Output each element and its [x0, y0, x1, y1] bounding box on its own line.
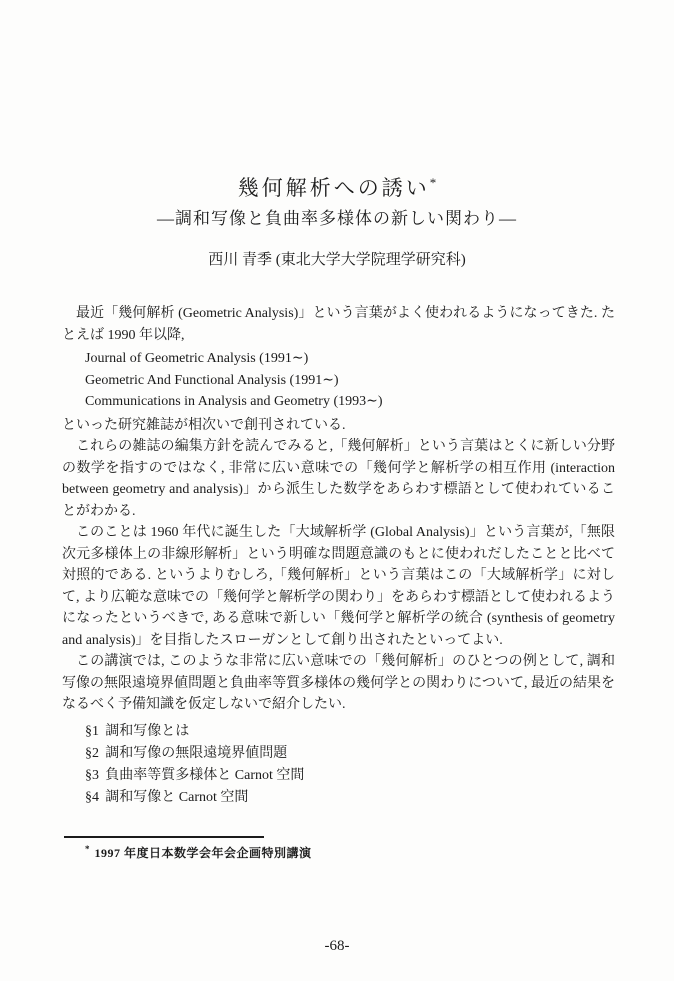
- section-title: 負曲率等質多様体と Carnot 空間: [105, 767, 305, 783]
- section-title: 調和写像と Carnot 空間: [105, 789, 249, 805]
- section-number: §4: [85, 789, 99, 805]
- page-title: [0, 172, 674, 202]
- paragraph-journals-continuation: といった研究雑誌が相次いで創刊されている.: [62, 417, 346, 433]
- footnote: [85, 844, 312, 861]
- section-title: 調和写像の無限遠境界値問題: [105, 745, 288, 761]
- section-item-3: [85, 765, 615, 787]
- section-item-2: [85, 743, 615, 765]
- author-line: 西川 青季 (東北大学大学院理学研究科): [208, 252, 466, 268]
- journal-item: Journal of Geometric Analysis (1991∼): [85, 351, 309, 366]
- paragraph-lecture-overview: この講演では, このような非常に広い意味での「幾何解析」のひとつの例として, 調和写像の無限遠境界値問題と負曲率等質多様体の幾何学との関わりについて, 最近の結果をなるべく予備知識を仮定しないで紹介したい.: [62, 654, 615, 712]
- title-text: 幾何解析への誘い: [237, 176, 430, 200]
- journal-item: Geometric And Functional Analysis (1991∼): [85, 372, 339, 388]
- title-footnote-marker: *: [429, 175, 437, 190]
- paragraph-intro: 最近「幾何解析 (Geometric Analysis)」という言葉がよく使われるようになってきた. たとえば 1990 年以降,: [62, 306, 615, 343]
- journal-item: Communications in Analysis and Geometry (1993∼): [85, 394, 383, 409]
- paragraph-global-analysis: このことは 1960 年代に誕生した「大域解析学 (Global Analysis)」という言葉が,「無限次元多様体上の非線形解析」という明確な問題意識のもとに使われだしたことと比べて対照的である. というよりむしろ,「幾何解析」という言葉はこの「大域解析学」に対して, より広範な意味での「幾何学と解析学の関わり」をあらわす標語として使われるようになったというべきで, ある意味で新しい「幾何学と解析学の統合 (synthesis of geometry and analysis)」を目指したスローガンとして創り出されたといってよい.: [62, 525, 615, 648]
- footnote-text: 1997 年度日本数学会年会企画特別講演: [94, 846, 312, 860]
- section-item-4: [85, 787, 615, 809]
- section-number: §2: [85, 745, 99, 761]
- section-title: 調和写像とは: [105, 723, 190, 739]
- page-number: -68-: [324, 938, 350, 954]
- journal-list: [85, 348, 615, 413]
- body-text: [62, 303, 615, 809]
- section-list: [85, 721, 615, 809]
- footnote-rule: [64, 836, 264, 838]
- page-subtitle: —調和写像と負曲率多様体の新しい関わり—: [157, 209, 517, 228]
- footnote-marker: *: [85, 844, 90, 854]
- section-number: §3: [85, 767, 99, 783]
- section-number: §1: [85, 723, 99, 739]
- paragraph-editorial-policy: これらの雑誌の編集方針を読んでみると,「幾何解析」という言葉はとくに新しい分野の数学を指すのではなく, 非常に広い意味での「幾何学と解析学の相互作用 (interaction between geometry and analysis)」から派生した数学をあらわす標語として使われていることがわかる.: [62, 439, 615, 519]
- section-item-1: [85, 721, 615, 743]
